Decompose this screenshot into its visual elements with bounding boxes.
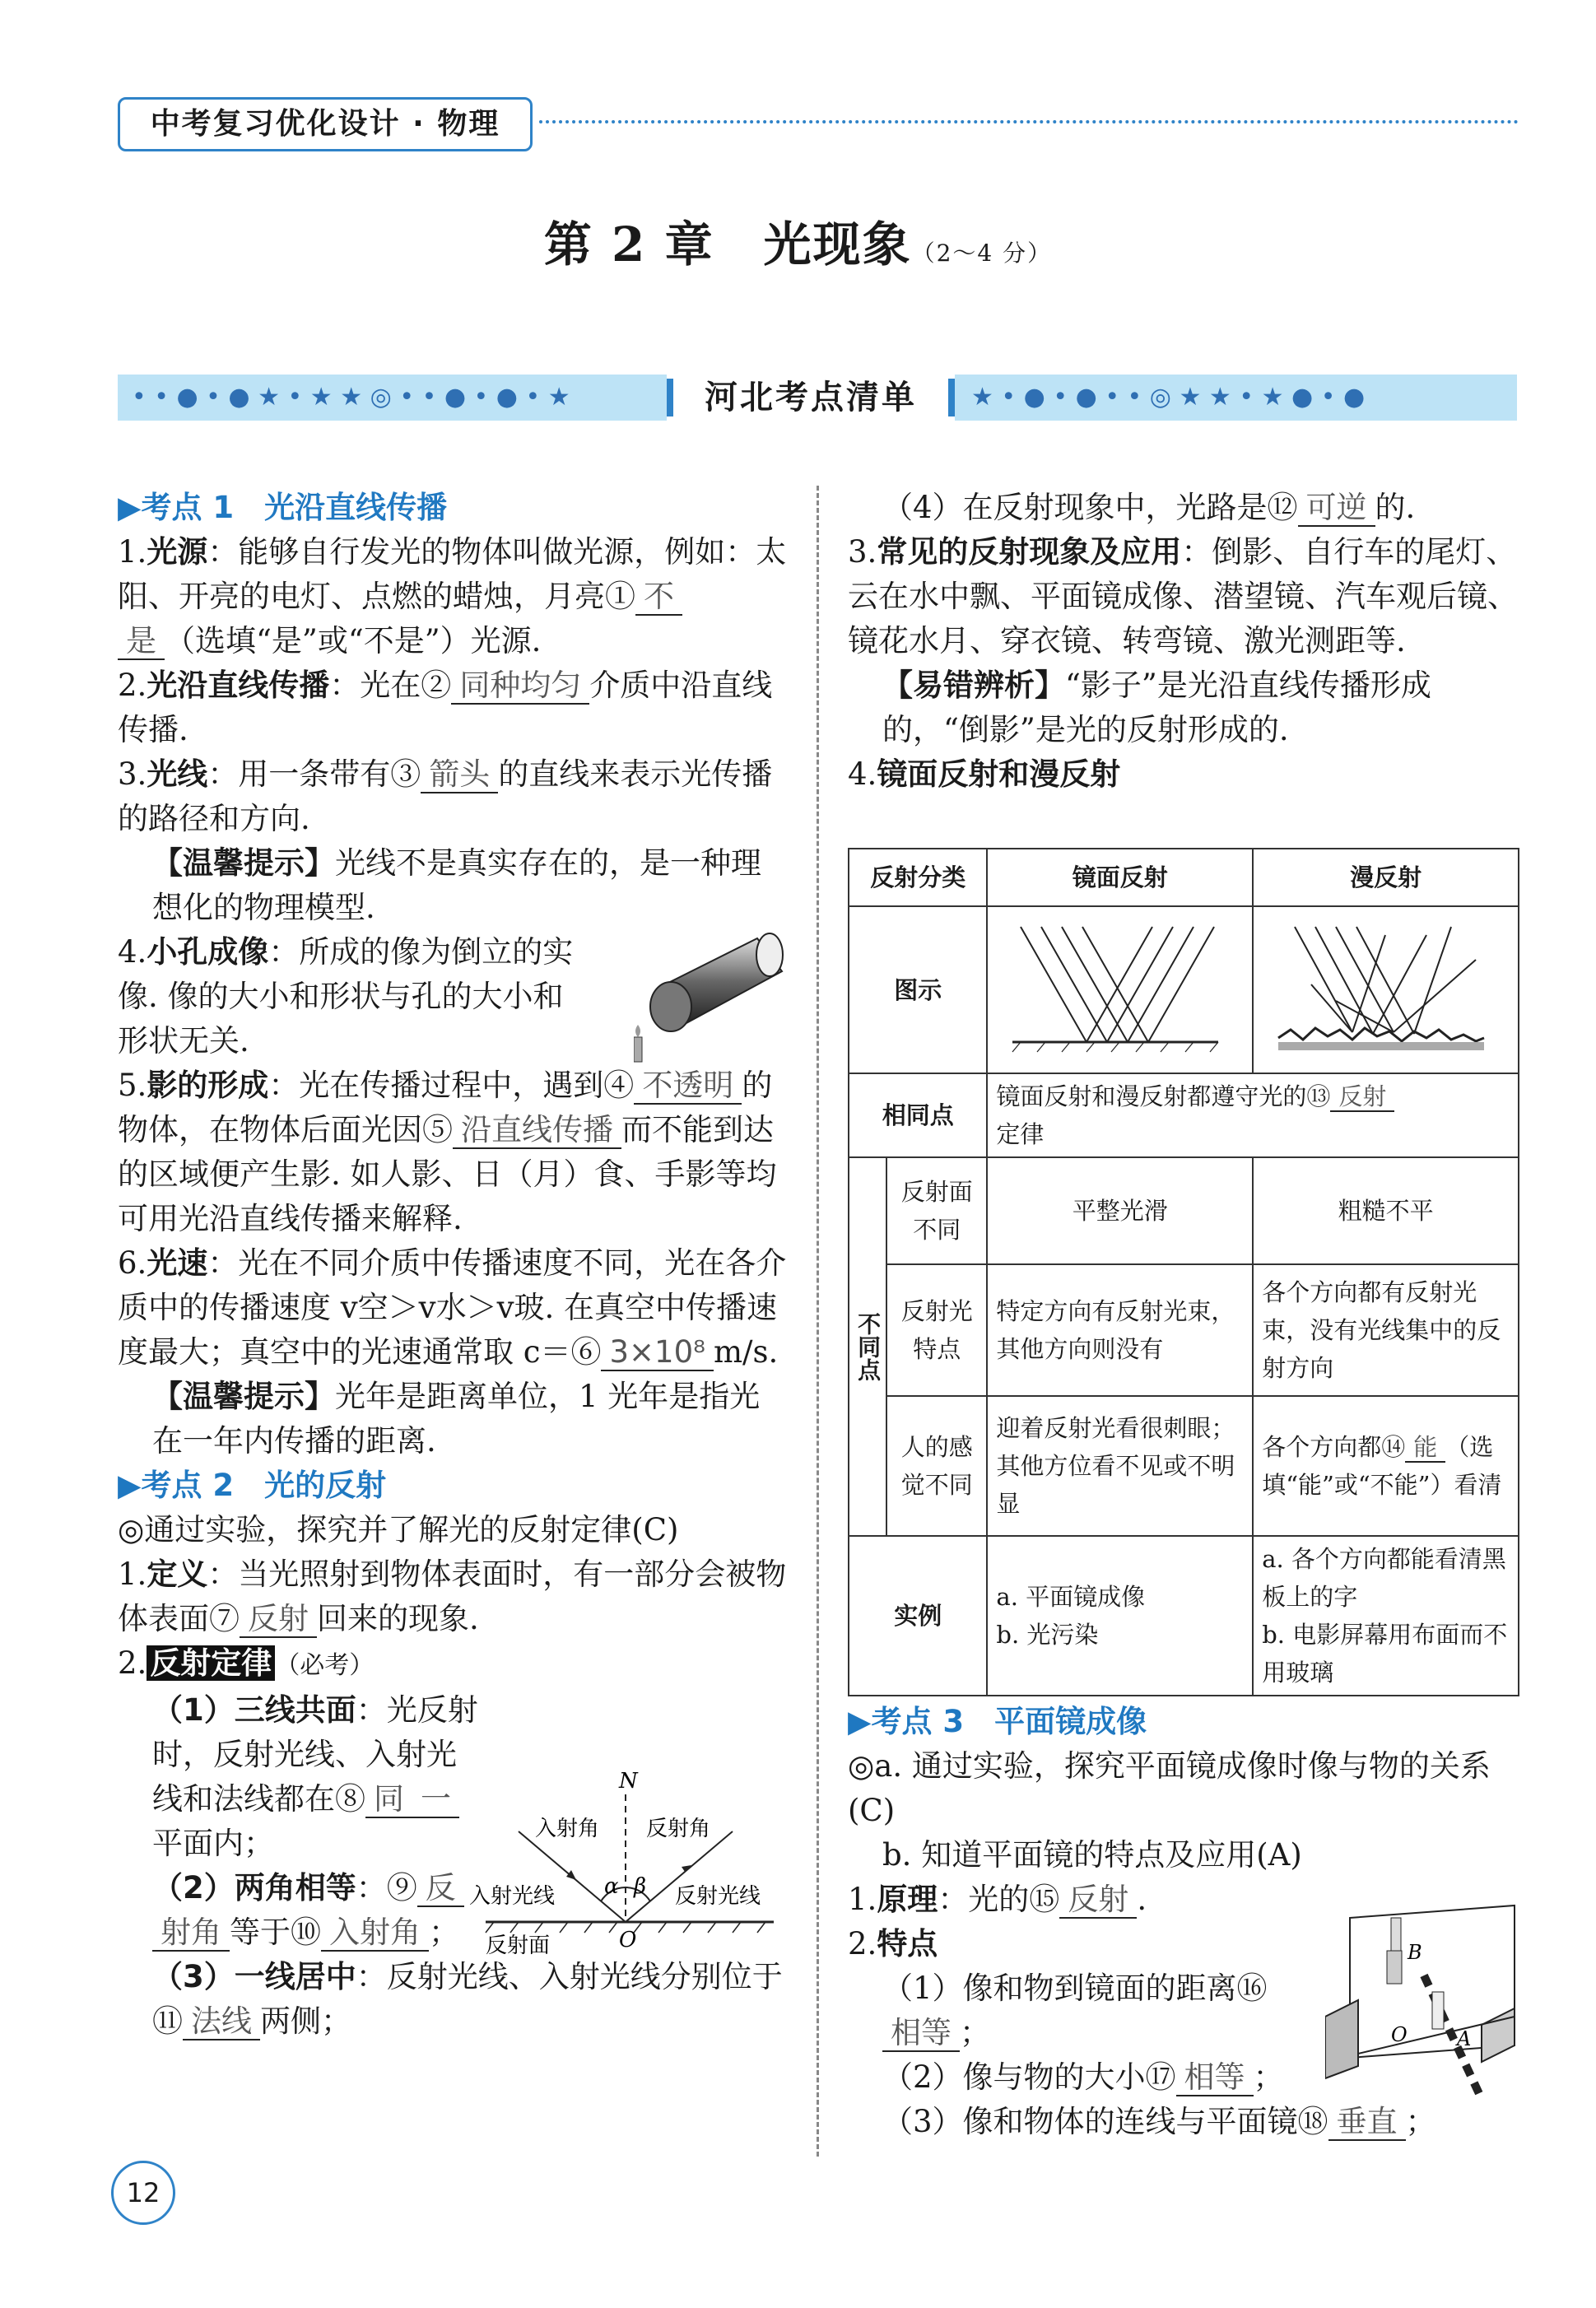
law-sides: （3）一线居中：反射光线、入射光线分别位于⑪ 法线 两侧； <box>152 1959 783 2039</box>
banner-title: 河北考点清单 <box>667 372 955 423</box>
diff-ray-label: 反射光特点 <box>886 1264 987 1396</box>
header-dotted-rule <box>539 120 1519 123</box>
diff-feel-specular: 迎着反射光看很刺眼；其他方位看不见或不明显 <box>987 1396 1253 1536</box>
blank-14: 能 <box>1405 1433 1445 1463</box>
section-k3: ▶考点 3 平面镜成像 <box>848 1704 1147 1739</box>
diff-ray-diffuse: 各个方向都有反射光束，没有光线集中的反射方向 <box>1253 1264 1519 1396</box>
right-column-top <box>848 486 1523 797</box>
page-number: 12 <box>111 2161 175 2225</box>
alpha-label: α <box>604 1874 619 1899</box>
reflect-angle-label: 反射角 <box>646 1817 711 1841</box>
blank-9b: 射角 <box>152 1915 230 1952</box>
diff-surface-label: 反射面不同 <box>886 1157 987 1264</box>
column-divider <box>817 486 819 2157</box>
row-figure-label: 图示 <box>849 906 987 1073</box>
item-light-source: 1.光源：能够自行发光的物体叫做光源，例如：太阳、开亮的电灯、点燃的蜡烛，月亮① 不 是 （选填“是”或“不是”）光源. <box>118 534 787 658</box>
item-definition: 1.定义：当光照射到物体表面时，有一部分会被物体表面⑦ 反射 回来的现象. <box>118 1557 787 1636</box>
pinhole-camera-figure <box>634 922 790 1078</box>
incident-angle-label: 入射角 <box>535 1817 600 1841</box>
specular-reflection-icon <box>996 910 1235 1059</box>
point-o-label: O <box>1391 2023 1408 2046</box>
section-k2: ▶考点 2 光的反射 <box>118 1468 387 1503</box>
origin-label: O <box>619 1928 637 1952</box>
feature-perpendicular: （3）像和物体的连线与平面镜⑱ 垂直 ； <box>882 2104 1436 2139</box>
requirement-k2: ◎通过实验，探究并了解光的反射定律(C) <box>118 1512 679 1547</box>
item-applications: 3.常见的反射现象及应用：倒影、自行车的尾灯、云在水中飘、平面镜成像、潜望镜、汽车观后镜、镜花水月、穿衣镜、转弯镜、激光测距等. <box>848 534 1518 658</box>
triangle-icon: ▶ <box>848 1704 872 1739</box>
blank-4: 不透明 <box>634 1068 742 1105</box>
specular-figure <box>987 906 1253 1073</box>
chapter-title: 第 2 章 光现象（2～4 分） <box>543 216 1053 272</box>
beta-label: β <box>634 1874 647 1899</box>
example-specular: a. 平面镜成像 b. 光污染 <box>987 1536 1253 1696</box>
row-same-label: 相同点 <box>849 1073 987 1157</box>
surface-label: 反射面 <box>486 1933 551 1958</box>
diffuse-reflection-icon <box>1262 910 1501 1059</box>
law-coplanar: （1）三线共面：光反射时，反射光线、入射光线和法线都在⑧ 同 一平面内； <box>152 1692 478 1861</box>
blank-1a: 不 <box>635 579 682 616</box>
requirement-k3a: ◎a. 通过实验，探究平面镜成像时像与物的关系(C) <box>848 1748 1491 1828</box>
blank-5: 沿直线传播 <box>453 1112 621 1149</box>
triangle-icon: ▶ <box>118 490 142 525</box>
requirement-k3b: b. 知道平面镜的特点及应用(A) <box>882 1837 1302 1873</box>
blank-13: 反射 <box>1330 1082 1394 1112</box>
blank-12: 可逆 <box>1298 490 1375 527</box>
reflect-ray-label: 反射光线 <box>675 1884 761 1909</box>
example-diffuse: a. 各个方向都能看清黑板上的字 b. 电影屏幕用布面而不用玻璃 <box>1253 1536 1519 1696</box>
feature-size: （2）像与物的大小⑰ 相等 ； <box>882 2059 1284 2095</box>
law-reversible: （4）在反射现象中，光路是⑫ 可逆 的. <box>882 490 1416 525</box>
point-a-label: A <box>1457 2027 1472 2050</box>
diff-surface-diffuse: 粗糙不平 <box>1253 1157 1519 1264</box>
row-example-label: 实例 <box>849 1536 987 1696</box>
blank-3: 箭头 <box>421 756 498 793</box>
blank-8a: 同 <box>365 1781 412 1818</box>
blank-9a: 反 <box>417 1870 464 1907</box>
blank-15: 反射 <box>1059 1882 1137 1919</box>
reflection-law-diagram <box>469 1770 798 1959</box>
banner-ornament-right: ★ • ● • ● • • ◎ ★ ★ • ★ ● • ● <box>971 383 1366 412</box>
blank-6: 3×10⁸ <box>601 1334 713 1371</box>
diff-surface-specular: 平整光滑 <box>987 1157 1253 1264</box>
incident-ray-label: 入射光线 <box>469 1884 556 1909</box>
chapter-score: （2～4 分） <box>911 240 1053 267</box>
point-b-label: B <box>1408 1941 1422 1964</box>
diffuse-figure <box>1253 906 1519 1073</box>
blank-10: 入射角 <box>321 1915 429 1952</box>
item-specular-diffuse: 4.镜面反射和漫反射 <box>848 756 1121 792</box>
diff-feel-diffuse: 各个方向都⑭ 能 （选填“能”或“不能”）看清 <box>1253 1396 1519 1536</box>
item-straight-line: 2.光沿直线传播：光在② 同种均匀 介质中沿直线传播. <box>118 668 773 747</box>
blank-18: 垂直 <box>1328 2104 1406 2141</box>
law-angles: （2）两角相等：⑨ 反 射角 等于⑩ 入射角 ； <box>118 1866 789 1955</box>
tip-2: 【温馨提示】光年是距离单位，1 光年是指光在一年内传播的距离. <box>152 1379 761 1459</box>
series-header: 中考复习优化设计 · 物理 <box>118 97 533 151</box>
item-shadow: 5.影的形成：光在传播过程中，遇到④ 不透明 的物体，在物体后面光因⑤ 沿直线传播 而不能到达的区域便产生影. 如人影、日（月）食、手影等均可用光沿直线传播来解释. <box>118 1068 777 1236</box>
triangle-icon: ▶ <box>118 1468 142 1503</box>
blank-1b: 是 <box>118 623 165 660</box>
row-diff-label: 不同点 <box>849 1157 886 1536</box>
normal-label: N <box>619 1770 638 1794</box>
reflection-table <box>848 848 1519 1696</box>
diff-ray-specular: 特定方向有反射光束，其他方向则没有 <box>987 1264 1253 1396</box>
th-diffuse: 漫反射 <box>1253 849 1519 906</box>
item-law: 2. 反射定律 （必考） <box>118 1645 375 1681</box>
th-specular: 镜面反射 <box>987 849 1253 906</box>
blank-8b: 一 <box>412 1781 459 1818</box>
blank-7: 反射 <box>240 1601 317 1638</box>
plane-mirror-figure <box>1325 1901 1523 2099</box>
diff-feel-label: 人的感觉不同 <box>886 1396 987 1536</box>
item-ray: 3.光线：用一条带有③ 箭头 的直线来表示光传播的路径和方向. <box>118 756 773 836</box>
item-speed: 6.光速：光在不同介质中传播速度不同，光在各介质中的传播速度 v空＞v水＞v玻. 在真空中传播速度最大；真空中的光速通常取 c＝⑥ 3×10⁸ m/s. <box>118 1245 787 1370</box>
tip-1: 【温馨提示】光线不是真实存在的，是一种理想化的物理模型. <box>152 845 761 925</box>
item-pinhole: 4.小孔成像：所成的像为倒立的实像. 像的大小和形状与孔的大小和形状无关. <box>118 934 574 1059</box>
blank-2: 同种均匀 <box>451 668 589 705</box>
blank-17: 相等 <box>1176 2059 1254 2096</box>
th-category: 反射分类 <box>849 849 987 906</box>
section-k1: ▶考点 1 光沿直线传播 <box>118 490 448 525</box>
item-principle: 1.原理：光的⑮ 反射 . <box>848 1882 1147 1917</box>
error-note: 【易错辨析】“影子”是光沿直线传播形成的，“倒影”是光的反射形成的. <box>882 668 1431 747</box>
row-same-text: 镜面反射和漫反射都遵守光的⑬ 反射 定律 <box>987 1073 1519 1157</box>
blank-16: 相等 <box>882 2015 960 2052</box>
item-features: 2.特点 <box>848 1926 938 1961</box>
banner-ornament-left: • • ● • ● ★ • ★ ★ ◎ • • ● • ● • ★ <box>132 383 570 412</box>
feature-distance: （1）像和物到镜面的距离⑯相等 ； <box>882 1971 1268 2050</box>
blank-11: 法线 <box>183 2003 260 2040</box>
